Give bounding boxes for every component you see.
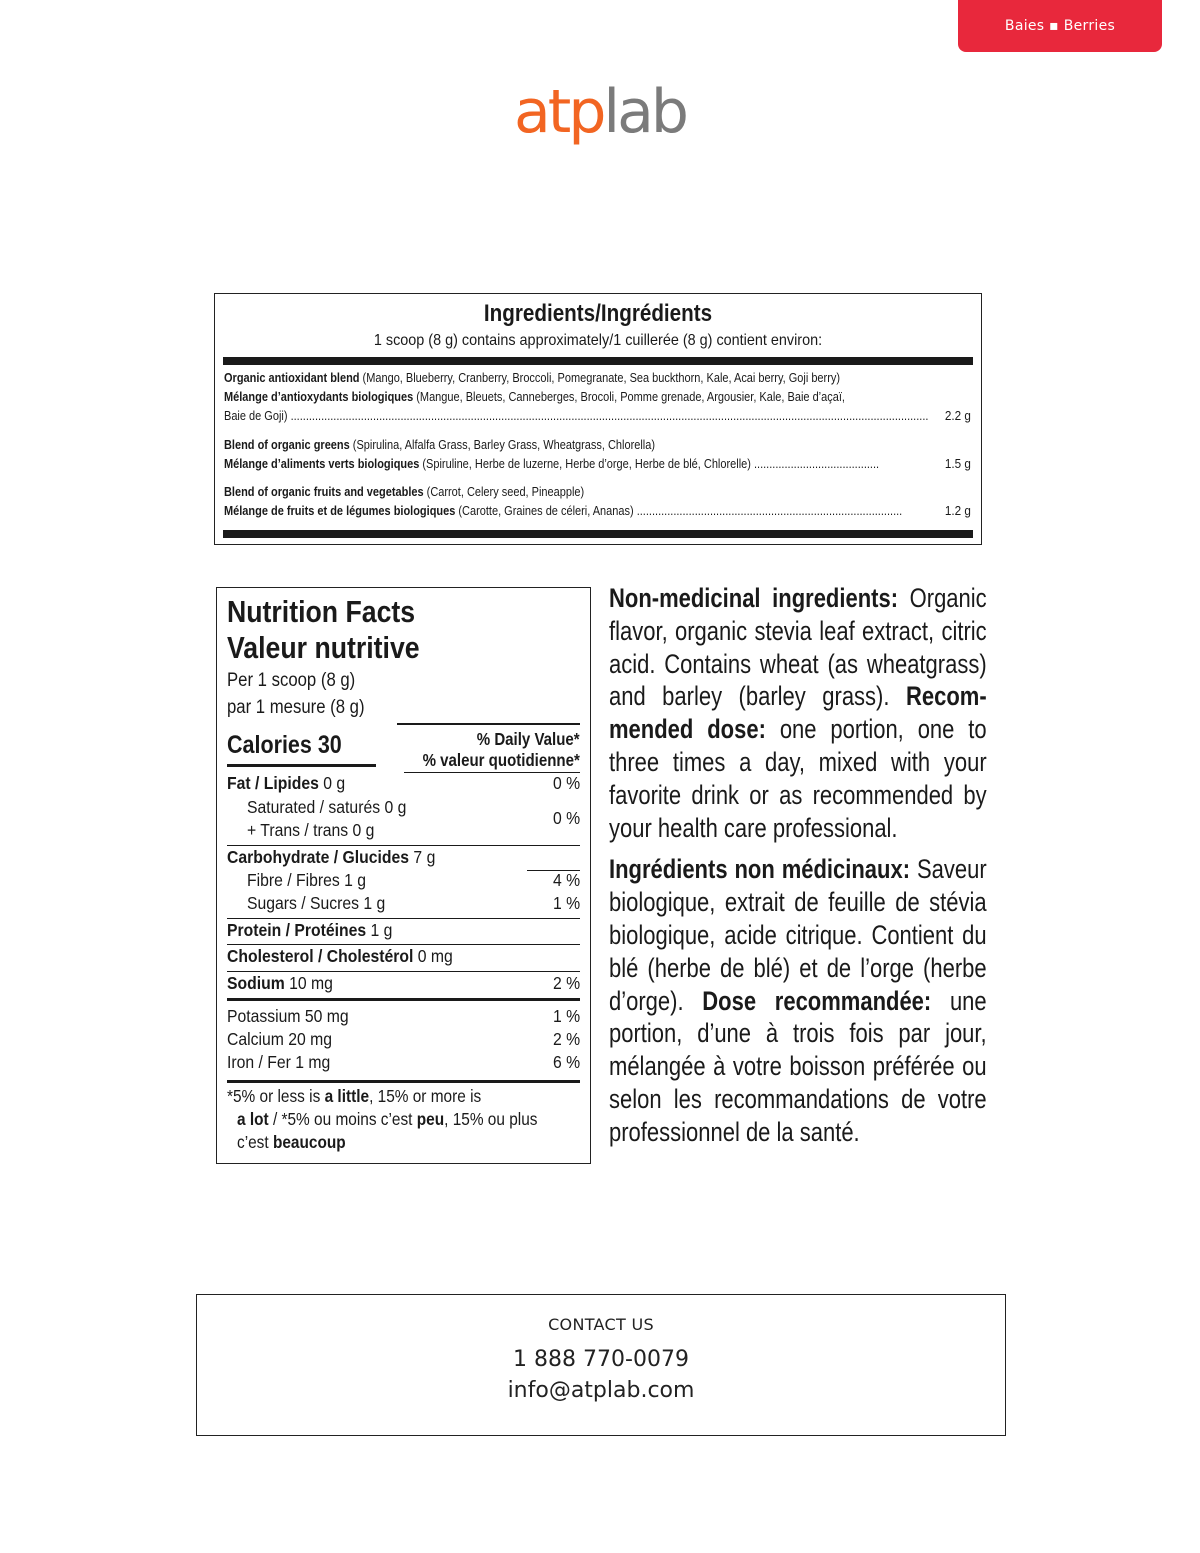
blend-2-line-2: Mélange d’aliments verts biologiques (Spiruline, Herbe de luzerne, Herbe d’orge, Herbe de blé, Chlorelle) ......................................... <box>224 456 880 471</box>
non-medicinal-fr: Ingrédients non médicinaux: Saveur biologique, extrait de feuille de stévia biologique, acide citrique. Contient du blé (herbe de blé) et de l’orge (herbe d’orge). Dose recommandée: une portion, d’une à trois fois par jour, mélangée à votre boisson préférée ou selon les recommandations de votre professionnel de la santé. <box>609 854 987 1147</box>
logo-part-atp: atp <box>514 77 604 147</box>
blend-1-line-1: Organic antioxidant blend (Mango, Blueberry, Cranberry, Broccoli, Pomegranate, Sea buckthorn, Kale, Acai berry, Goji berry) <box>224 370 841 385</box>
thin-rule <box>227 944 580 945</box>
non-medicinal-ingredients <box>609 582 987 1158</box>
blend-1-line-3: Baie de Goji) ................................................................................................................................................................................................................. <box>224 408 929 423</box>
thick-rule <box>227 764 376 767</box>
ingredients-title: Ingredients/Ingrédients <box>483 300 713 327</box>
blend-1-amount: 2.2 g <box>944 408 971 423</box>
calories: Calories 30 <box>227 731 342 759</box>
contact-panel <box>196 1294 1006 1436</box>
thin-rule <box>227 845 580 846</box>
blend-3-line-2: Mélange de fruits et de légumes biologiques (Carotte, Graines de céleri, Ananas) ....................................................................................... <box>224 503 903 518</box>
contact-phone[interactable]: 1 888 770-0079 <box>513 1347 689 1372</box>
thin-rule <box>397 723 580 725</box>
footnote-line-1: *5% or less is a little, 15% or more is <box>227 1086 482 1106</box>
blend-3-line-1: Blend of organic fruits and vegetables (Carrot, Celery seed, Pineapple) <box>224 484 585 499</box>
non-medicinal-en: Non-medicinal ingredients: Organic flavor, organic stevia leaf extract, citric acid. Contains wheat (as wheatgrass) and barley (barley grass). Recom-mended dose: one portion, one to three times a day, mixed with your favorite drink or as recommended by your health care professional. <box>609 583 987 843</box>
blend-3-amount: 1.2 g <box>944 503 971 518</box>
flavor-tab: Baies ▪ Berries <box>958 0 1162 52</box>
daily-value-header-en: % Daily Value* <box>477 729 580 749</box>
footnote-line-2: a lot / *5% ou moins c’est peu, 15% ou plus <box>237 1109 538 1129</box>
thick-rule <box>227 998 580 1001</box>
thick-rule <box>227 1080 580 1083</box>
thin-rule <box>227 918 580 919</box>
nutrition-facts-table: Nutrition Facts Valeur nutritive Per 1 scoop (8 g) par 1 mesure (8 g) Calories 30 % Daily Value* % valeur quotidienne* Fat / Lipides 0 g 0 % Saturated / saturés 0 g 0 % + Trans / trans 0 g Carbohydrate / Glucides 7 g Fibre / Fibres 1 g 4 % Sugars / Sucres 1 g 1 % Protein / Protéines 1 g Cholesterol / Cholestérol 0 mg Sodium 10 mg 2 % Potassium 50 mg 1 % Calcium 20 mg 2 % Iron / Fer 1 mg 6 % *5% or less is a little, 15% or more is a lot / *5% ou moins c’est peu, 15% ou plus c’est beaucoup <box>216 587 591 1164</box>
ingredients-subtitle: 1 scoop (8 g) contains approximately/1 cuillerée (8 g) contient environ: <box>373 332 823 349</box>
divider-bar <box>223 357 973 365</box>
contact-email[interactable]: info@atplab.com <box>507 1378 695 1403</box>
atplab-logo <box>0 72 1200 152</box>
logo-part-lab: lab <box>603 77 686 147</box>
nutrition-title-en: Nutrition Facts <box>227 594 416 629</box>
footnote-line-3: c’est beaucoup <box>237 1132 346 1152</box>
thin-rule <box>227 971 580 972</box>
blend-2-line-1: Blend of organic greens (Spirulina, Alfalfa Grass, Barley Grass, Wheatgrass, Chlorella) <box>224 437 656 452</box>
daily-value-header-fr: % valeur quotidienne* <box>422 750 580 770</box>
contact-heading: CONTACT US <box>548 1315 654 1334</box>
blend-2-amount: 1.5 g <box>944 456 971 471</box>
serving-size-fr: par 1 mesure (8 g) <box>227 697 365 718</box>
nutrition-title-fr: Valeur nutritive <box>227 630 420 665</box>
divider-bar <box>223 530 973 538</box>
blend-1-line-2: Mélange d’antioxydants biologiques (Mangue, Bleuets, Canneberges, Brocoli, Pomme grenade, Argousier, Kale, Baie d’açaï, <box>224 389 845 404</box>
ingredients-panel <box>214 293 982 545</box>
serving-size-en: Per 1 scoop (8 g) <box>227 670 356 691</box>
